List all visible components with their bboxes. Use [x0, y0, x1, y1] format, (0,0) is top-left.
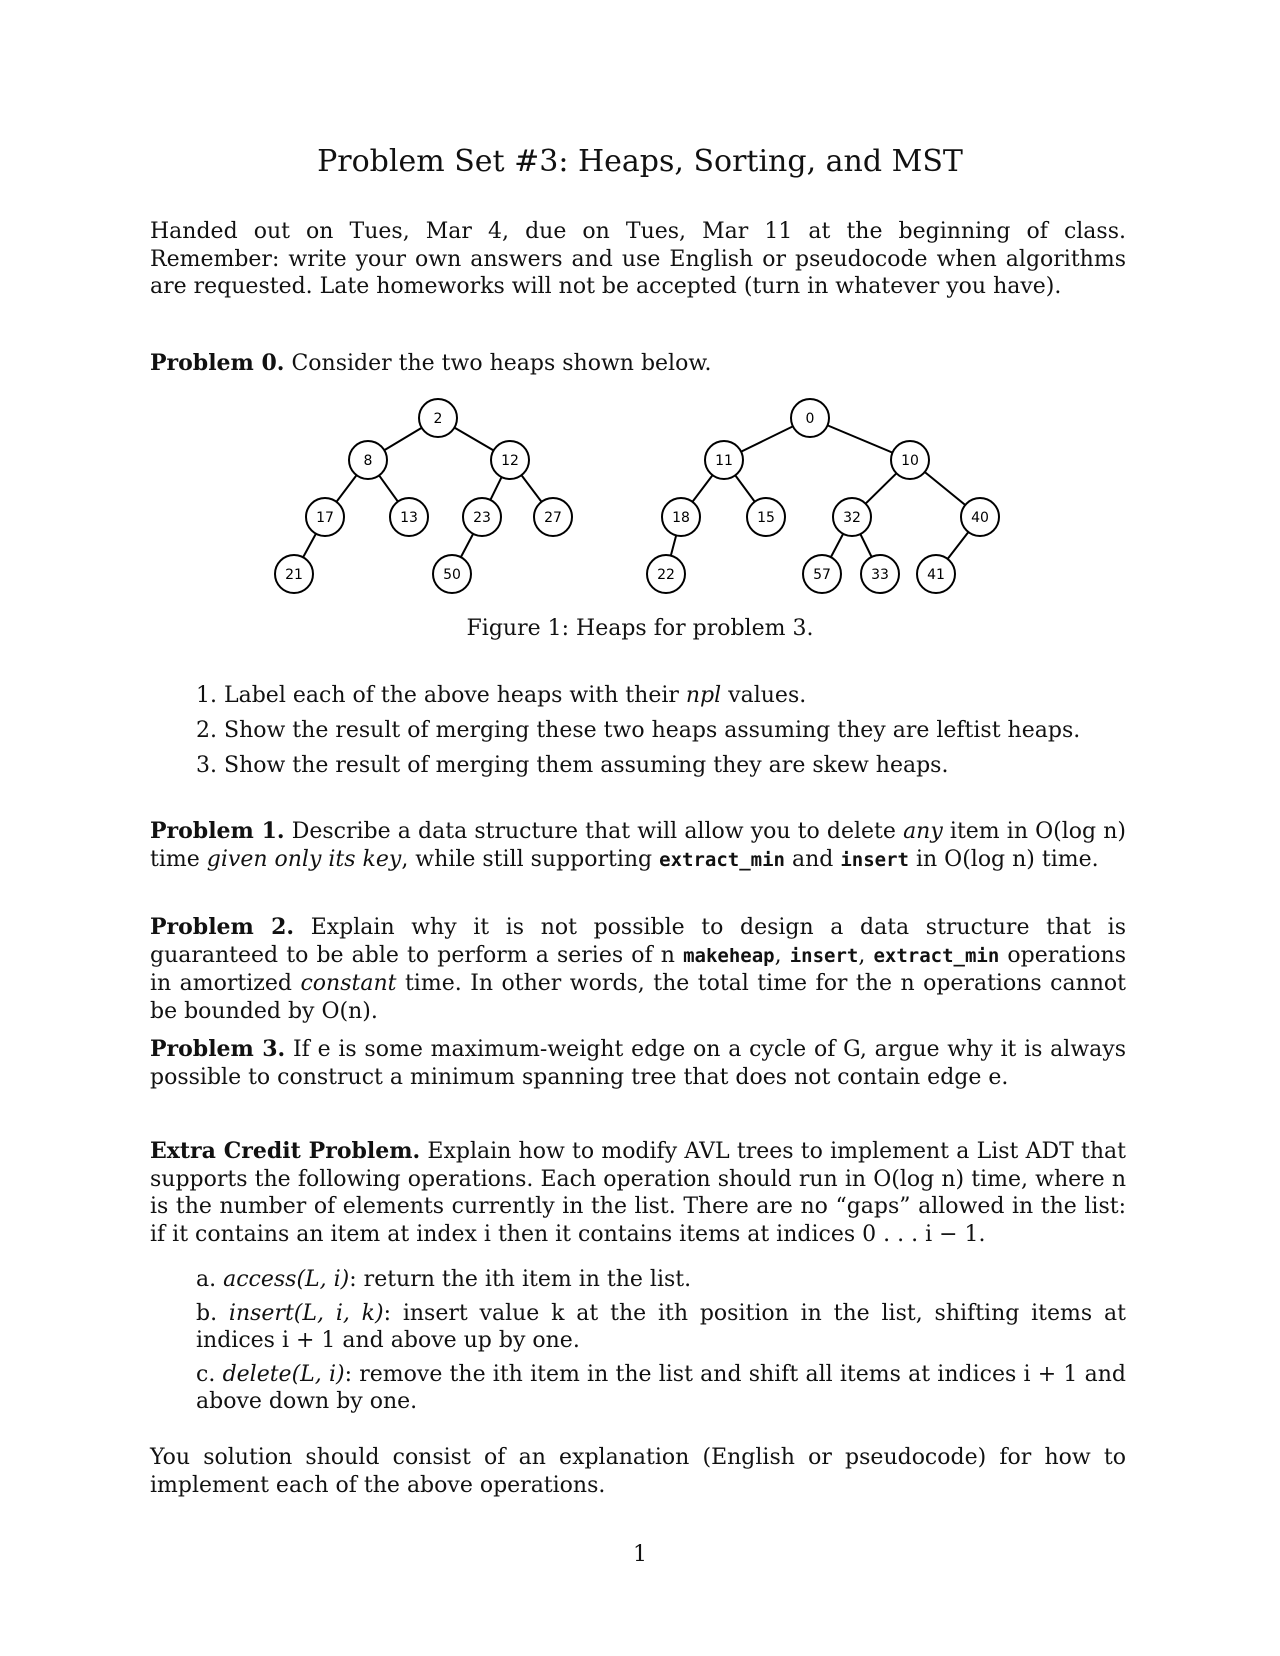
- problem-0-heading: [150, 350, 1126, 378]
- heap2-node: [917, 555, 955, 593]
- extra-credit-list: [196, 1266, 1126, 1422]
- extra-credit-text: Explain how to modify AVL trees to implement a List ADT that supports the following operations. Each operation should run in O(log n) time, where n is the number of elements currently in the list. There are no “gaps” allowed in the list: if it contains an item at index i then it contains items at indices 0 . . . i − 1.: [150, 1139, 1126, 1247]
- svg-text:27: 27: [544, 510, 562, 526]
- svg-text:57: 57: [813, 567, 831, 583]
- problem-0-label: Problem 0.: [150, 350, 285, 376]
- heap2-node: [747, 498, 785, 536]
- heap1-node: [491, 441, 529, 479]
- code-extract-min: extract_min: [659, 848, 785, 871]
- heap1-node: [419, 399, 457, 437]
- page-number: 1: [633, 1542, 647, 1567]
- heap2-node: [705, 441, 743, 479]
- heap1-node: [306, 498, 344, 536]
- problem-0-list: [196, 678, 1126, 783]
- heap2-node: [833, 498, 871, 536]
- svg-text:50: 50: [443, 567, 461, 583]
- heap2-node: [662, 498, 700, 536]
- heap-1: [275, 399, 572, 593]
- list-item: c. delete(L, i): remove the ith item in the list and shift all items at indices i + 1 and above down by one.: [196, 1361, 1126, 1414]
- list-item: b. insert(L, i, k): insert value k at the ith position in the list, shifting items at indices i + 1 and above up by one.: [196, 1300, 1126, 1353]
- heap2-node: [791, 399, 829, 437]
- svg-text:2: 2: [433, 411, 443, 427]
- list-item-number: 2.: [196, 718, 217, 743]
- list-item: 3. Show the result of merging them assuming they are skew heaps.: [196, 748, 1126, 783]
- svg-text:13: 13: [400, 510, 418, 526]
- code-makeheap: makeheap: [683, 944, 775, 967]
- svg-text:41: 41: [927, 567, 945, 583]
- svg-text:22: 22: [657, 567, 675, 583]
- svg-text:8: 8: [363, 453, 373, 469]
- closing-paragraph: You solution should consist of an explanation (English or pseudocode) for how to implement each of the above operations.: [150, 1445, 1126, 1498]
- intro-paragraph: Handed out on Tues, Mar 4, due on Tues, Mar 11 at the beginning of class. Remember: write your own answers and use English or pseudocode when algorithms are requested. Late homeworks will not be accepted (turn in whatever you have).: [150, 219, 1126, 299]
- heap1-node: [349, 441, 387, 479]
- heap1-node: [534, 498, 572, 536]
- heap1-node: [275, 555, 313, 593]
- problem-3: [150, 1036, 1126, 1091]
- list-item-number: 1.: [196, 683, 217, 708]
- list-item-number: 3.: [196, 753, 217, 778]
- svg-text:12: 12: [501, 453, 519, 469]
- heap-2: [647, 399, 999, 593]
- problem-1-label: Problem 1.: [150, 818, 285, 844]
- problem-3-label: Problem 3.: [150, 1036, 286, 1062]
- figure-caption: Figure 1: Heaps for problem 3.: [466, 616, 814, 641]
- heap2-node: [891, 441, 929, 479]
- svg-text:33: 33: [871, 567, 889, 583]
- svg-text:18: 18: [672, 510, 690, 526]
- extra-credit-label: Extra Credit Problem.: [150, 1138, 421, 1164]
- problem-1: Problem 1. Describe a data structure that will allow you to delete any item in O(log n) time given only its key, while still supporting extract_min and insert in O(log n) time.: [150, 818, 1127, 872]
- svg-text:0: 0: [805, 411, 815, 427]
- svg-text:32: 32: [843, 510, 861, 526]
- svg-text:23: 23: [473, 510, 491, 526]
- heap2-node: [803, 555, 841, 593]
- heaps-figure: [0, 380, 1280, 610]
- problem-0-text: Consider the two heaps shown below.: [291, 351, 712, 376]
- code-insert: insert: [840, 848, 909, 871]
- svg-text:17: 17: [316, 510, 334, 526]
- page-title: Problem Set #3: Heaps, Sorting, and MST: [317, 144, 963, 179]
- code-extract-min: extract_min: [873, 944, 1000, 967]
- problem-3-text: If e is some maximum-weight edge on a cycle of G, argue why it is always possible to construct a minimum spanning tree that does not contain edge e.: [150, 1037, 1127, 1090]
- extra-credit: [150, 1138, 1126, 1248]
- svg-text:15: 15: [757, 510, 775, 526]
- heap1-node: [463, 498, 501, 536]
- heap1-node: [390, 498, 428, 536]
- heap2-node: [647, 555, 685, 593]
- svg-text:21: 21: [285, 567, 303, 583]
- problem-2-label: Problem 2.: [150, 914, 295, 940]
- svg-text:40: 40: [971, 510, 989, 526]
- svg-text:10: 10: [901, 453, 919, 469]
- heap1-node: [433, 555, 471, 593]
- list-item: 2. Show the result of merging these two heaps assuming they are leftist heaps.: [196, 713, 1126, 748]
- svg-text:11: 11: [715, 453, 733, 469]
- code-insert: insert: [789, 944, 859, 967]
- list-item: 1. Label each of the above heaps with their npl values.: [196, 678, 1126, 713]
- problem-2: Problem 2. Explain why it is not possible to design a data structure that is guaranteed to be able to perform a series of n makeheap, insert, extract_min operations in amortized constant time. In other words, the total time for the n operations cannot be bounded by O(n).: [150, 914, 1127, 1024]
- list-item: a. access(L, i): return the ith item in the list.: [196, 1267, 692, 1292]
- heap2-node: [861, 555, 899, 593]
- heap2-node: [961, 498, 999, 536]
